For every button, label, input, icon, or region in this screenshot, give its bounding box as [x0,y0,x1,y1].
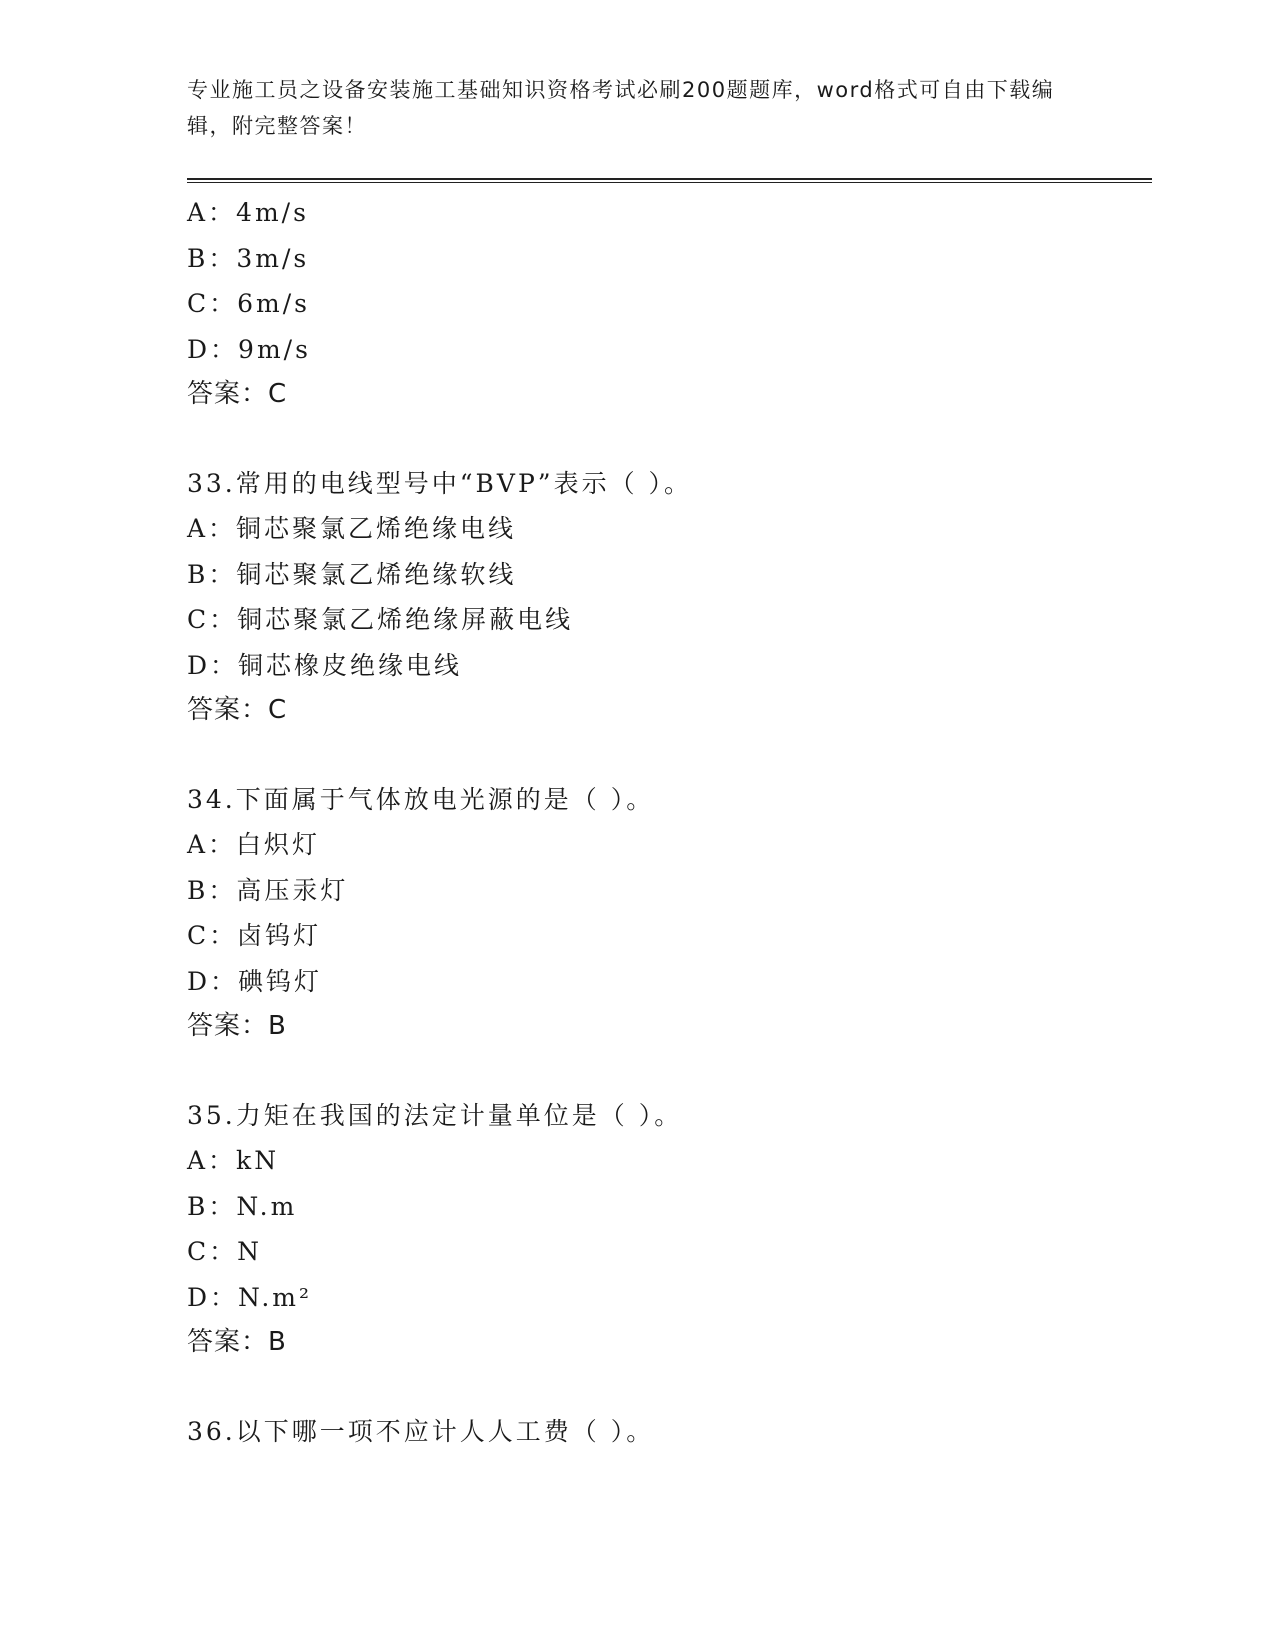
option-a: A：白炽灯 [187,830,321,859]
document-header: 专业施工员之设备安装施工基础知识资格考试必刷200题题库，word格式可自由下载编辑，附完整答案！ [187,78,1055,138]
question-list [187,190,1147,1497]
question-block-33 [187,461,1147,734]
question-text: 33.常用的电线型号中“BVP”表示（ ）。 [187,468,693,498]
option-b: B：3m/s [187,243,310,273]
question-text: 34.下面属于气体放电光源的是（ ）。 [187,784,655,814]
answer: 答案：C [187,379,288,409]
option-d: D：碘钨灯 [187,966,323,996]
option-c: C：卤钨灯 [187,921,322,950]
option-a: A：4m/s [187,198,309,227]
option-b: B：N.m [187,1191,298,1221]
question-block-35 [187,1093,1147,1366]
option-d: D：9m/s [187,334,311,364]
question-text: 36.以下哪一项不应计人人工费（ ）。 [187,1416,655,1446]
option-a: A：kN [187,1146,280,1175]
option-d: D：铜芯橡皮绝缘电线 [187,650,463,680]
option-a: A：铜芯聚氯乙烯绝缘电线 [187,514,517,543]
option-b: B：高压汞灯 [187,875,349,905]
question-block-34 [187,777,1147,1050]
question-text: 35.力矩在我国的法定计量单位是（ ）。 [187,1100,683,1130]
option-c: C：铜芯聚氯乙烯绝缘屏蔽电线 [187,605,574,634]
option-c: C：6m/s [187,289,310,318]
header-rule-thin [187,182,1152,183]
question-block-36 [187,1409,1147,1455]
question-block-32 [187,190,1147,418]
option-c: C：N [187,1237,263,1266]
answer: 答案：B [187,1327,287,1357]
option-d: D：N.m² [187,1282,312,1312]
answer: 答案：B [187,1011,287,1041]
header-rule-thick [187,178,1152,180]
answer: 答案：C [187,695,288,725]
option-b: B：铜芯聚氯乙烯绝缘软线 [187,559,517,589]
